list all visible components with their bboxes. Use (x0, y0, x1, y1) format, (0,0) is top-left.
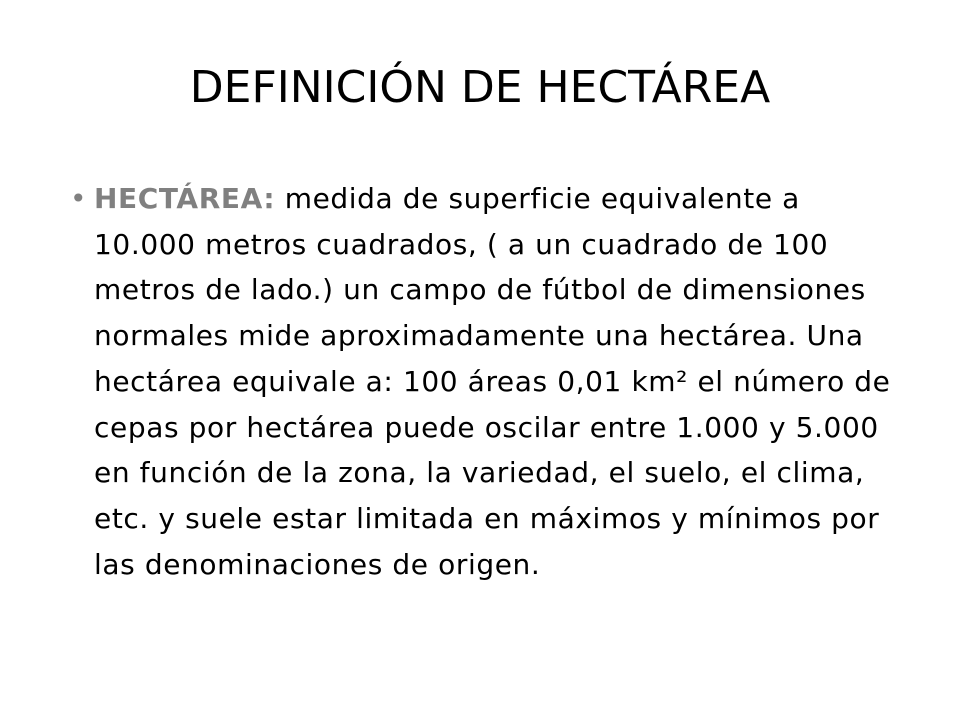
definition-term: HECTÁREA: (94, 182, 276, 215)
bullet-item (60, 176, 900, 587)
slide-title: DEFINICIÓN DE HECTÁREA (189, 62, 771, 113)
bullet-list (60, 176, 900, 587)
definition-text: medida de superficie equivalente a 10.000 metros cuadrados, ( a un cuadrado de 100 metros de lado.) un campo de fútbol de dimensiones normales mide aproximadamente una hectárea. Una hectárea equivale a: 100 áreas 0,01 km² el número de cepas por hectárea puede oscilar entre 1.000 y 5.000 en función de la zona, la variedad, el suelo, el clima, etc. y suele estar limitada en máximos y mínimos por las denominaciones de origen. (94, 182, 891, 581)
bullet-icon: • (70, 182, 88, 215)
